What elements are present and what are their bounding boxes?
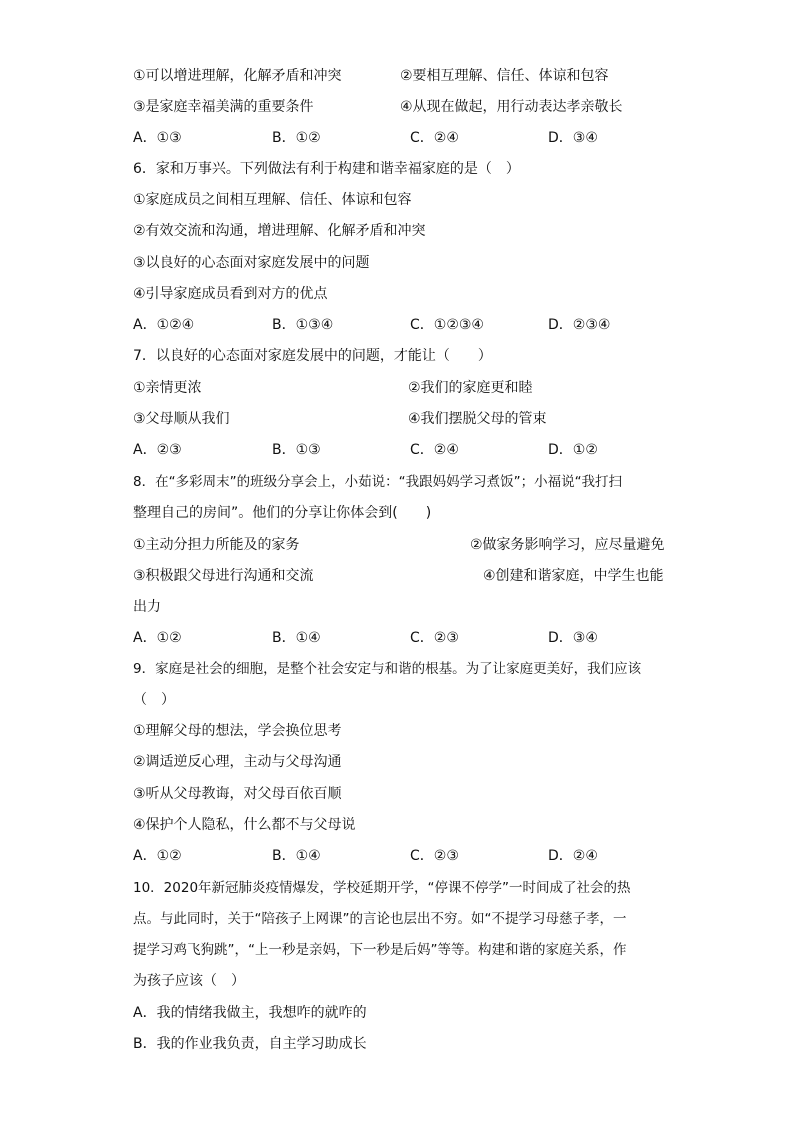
q6-statement-1: ①家庭成员之间相互理解、信任、体谅和包容 (133, 192, 412, 208)
q8-statement-1: ①主动分担力所能及的家务 (133, 537, 300, 553)
q10-option-b: B．我的作业我负责，自主学习助成长 (133, 1036, 367, 1052)
q5-statement-4: ④从现在做起，用行动表达孝亲敬长 (400, 99, 623, 115)
q9-statement-2: ②调适逆反心理，主动与父母沟通 (133, 754, 342, 770)
q9-option-a: A．①② (133, 848, 182, 864)
q5-statement-1: ①可以增进理解，化解矛盾和冲突 (133, 68, 342, 84)
q8-option-d: D．③④ (548, 630, 598, 646)
q8-statement-2: ②做家务影响学习，应尽量避免 (470, 537, 665, 553)
q9-stem-line-2: （ ） (133, 692, 175, 708)
q6-option-c: C．①②③④ (410, 317, 484, 333)
q6-option-d: D．②③④ (548, 317, 611, 333)
q6-statement-3: ③以良好的心态面对家庭发展中的问题 (133, 255, 370, 271)
q8-statement-4-continued: 出力 (133, 599, 161, 615)
q10-stem-line-1: 10．2020年新冠肺炎疫情爆发，学校延期开学，“停课不停学”一时间成了社会的热 (133, 880, 631, 896)
q9-option-c: C．②③ (410, 848, 459, 864)
q8-statement-3: ③积极跟父母进行沟通和交流 (133, 568, 314, 584)
q8-stem-line-1: 8．在“多彩周末”的班级分享会上，小茹说：“我跟妈妈学习煮饭”；小福说“我打扫 (133, 474, 623, 490)
q6-stem: 6．家和万事兴。下列做法有利于构建和谐幸福家庭的是（ ） (133, 161, 520, 177)
q9-option-d: D．②④ (548, 848, 598, 864)
q5-option-a: A．①③ (133, 130, 182, 146)
q5-statement-3: ③是家庭幸福美满的重要条件 (133, 99, 314, 115)
q7-option-c: C．②④ (410, 442, 459, 458)
q6-statement-2: ②有效交流和沟通，增进理解、化解矛盾和冲突 (133, 223, 426, 239)
q7-statement-4: ④我们摆脱父母的管束 (408, 411, 547, 427)
q7-statement-1: ①亲情更浓 (133, 380, 202, 396)
q5-option-d: D．③④ (548, 130, 598, 146)
q5-statement-2: ②要相互理解、信任、体谅和包容 (400, 68, 609, 84)
q9-statement-1: ①理解父母的想法，学会换位思考 (133, 723, 342, 739)
q9-option-b: B．①④ (272, 848, 321, 864)
q6-statement-4: ④引导家庭成员看到对方的优点 (133, 286, 328, 302)
q8-option-c: C．②③ (410, 630, 459, 646)
q7-option-a: A．②③ (133, 442, 182, 458)
q5-option-c: C．②④ (410, 130, 459, 146)
q9-statement-3: ③听从父母教诲，对父母百依百顺 (133, 786, 342, 802)
q8-statement-4: ④创建和谐家庭，中学生也能 (483, 568, 664, 584)
q8-stem-line-2: 整理自己的房间”。他们的分享让你体会到( ) (133, 505, 432, 521)
q10-option-a: A．我的情绪我做主，我想咋的就咋的 (133, 1005, 367, 1021)
q10-stem-line-2: 点。与此同时，关于“陪孩子上网课”的言论也层出不穷。如“不提学习母慈子孝，一 (133, 911, 627, 927)
q6-option-b: B．①③④ (272, 317, 334, 333)
q7-statement-2: ②我们的家庭更和睦 (408, 380, 533, 396)
q7-option-d: D．①② (548, 442, 598, 458)
q5-option-b: B．①② (272, 130, 321, 146)
q8-option-b: B．①④ (272, 630, 321, 646)
q10-stem-line-4: 为孩子应该（ ） (133, 973, 245, 989)
q9-stem-line-1: 9．家庭是社会的细胞，是整个社会安定与和谐的根基。为了让家庭更美好，我们应该 (133, 661, 642, 677)
q7-option-b: B．①③ (272, 442, 321, 458)
q9-statement-4: ④保护个人隐私，什么都不与父母说 (133, 817, 356, 833)
q6-option-a: A．①②④ (133, 317, 195, 333)
q8-option-a: A．①② (133, 630, 182, 646)
q7-statement-3: ③父母顺从我们 (133, 411, 230, 427)
q10-stem-line-3: 提学习鸡飞狗跳”，“上一秒是亲妈，下一秒是后妈”等等。构建和谐的家庭关系，作 (133, 942, 627, 958)
q7-stem: 7．以良好的心态面对家庭发展中的问题，才能让（ ） (133, 348, 492, 364)
